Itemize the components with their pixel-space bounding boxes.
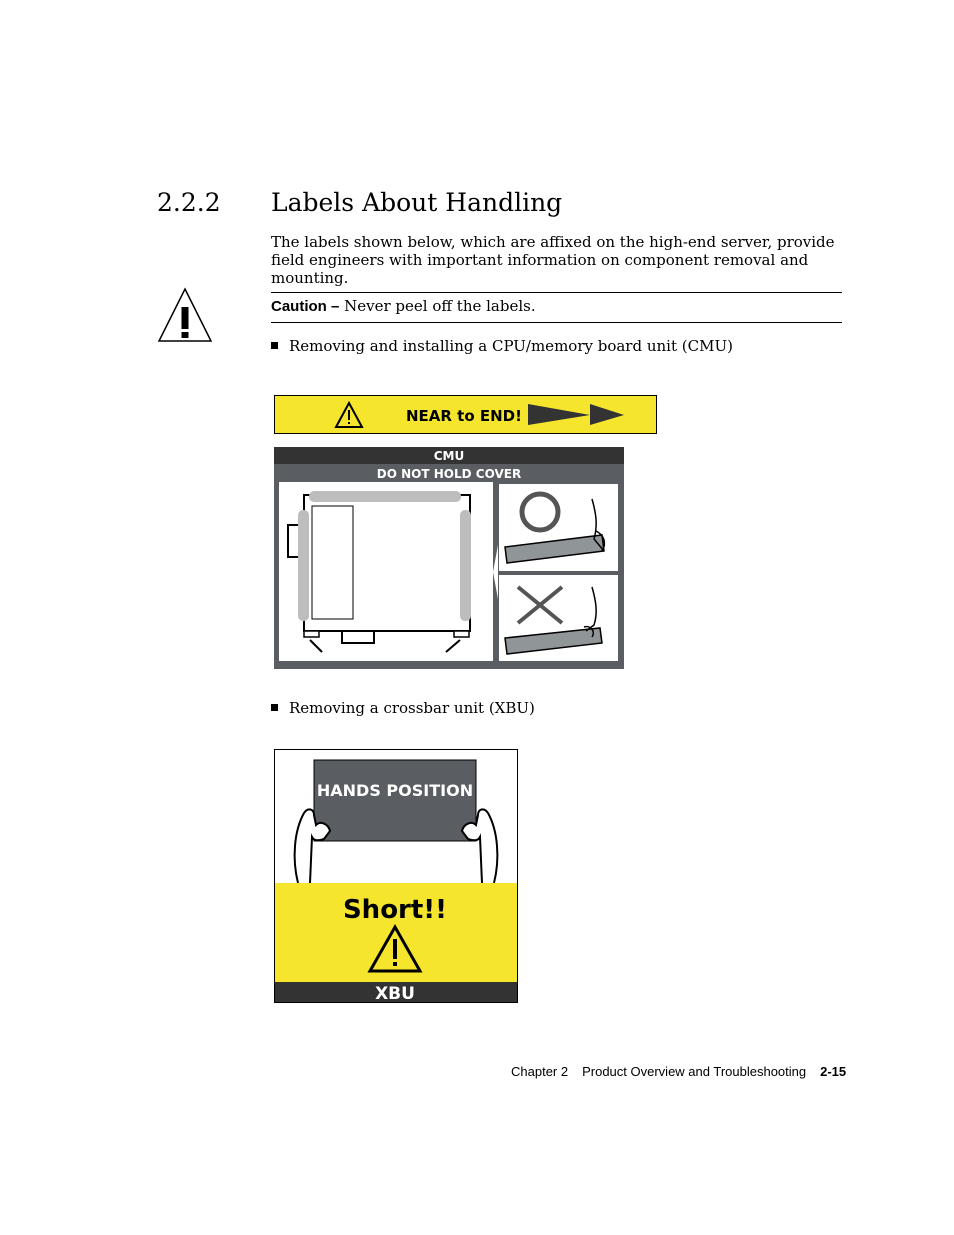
caution-label: Caution – <box>271 298 340 315</box>
section-number: 2.2.2 <box>157 188 221 217</box>
short-warning-text: Short!! <box>342 895 448 925</box>
cmu-label <box>274 447 625 670</box>
footer-chapter: Chapter 2 <box>511 1064 569 1079</box>
list-item-text: Removing a crossbar unit (XBU) <box>289 699 535 717</box>
caution-text: Never peel off the labels. <box>344 297 536 315</box>
list-item <box>271 699 535 717</box>
page-number: 2-15 <box>820 1064 847 1079</box>
bullet-icon <box>271 342 278 349</box>
near-end-text: NEAR to END! <box>406 407 522 425</box>
cmu-title: CMU <box>433 449 465 463</box>
warning-triangle-icon <box>157 287 213 343</box>
bullet-icon <box>271 704 278 711</box>
caution-note <box>271 297 536 315</box>
xbu-label <box>274 749 519 1004</box>
list-item <box>271 337 733 355</box>
footer-title: Product Overview and Troubleshooting <box>582 1064 807 1079</box>
caution-bottom-rule <box>271 322 842 323</box>
xbu-unit-text: XBU <box>375 984 415 1004</box>
hands-position-text: HANDS POSITION <box>316 781 474 800</box>
cmu-subtitle: DO NOT HOLD COVER <box>376 467 522 481</box>
section-title: Labels About Handling <box>271 188 563 217</box>
caution-top-rule <box>271 292 842 293</box>
page-footer <box>511 1064 846 1079</box>
near-end-label <box>274 395 658 435</box>
list-item-text: Removing and installing a CPU/memory board unit (CMU) <box>289 337 733 355</box>
intro-paragraph: The labels shown below, which are affixed on the high-end server, provide field engineers with important information on component removal and mounting. <box>271 233 835 287</box>
